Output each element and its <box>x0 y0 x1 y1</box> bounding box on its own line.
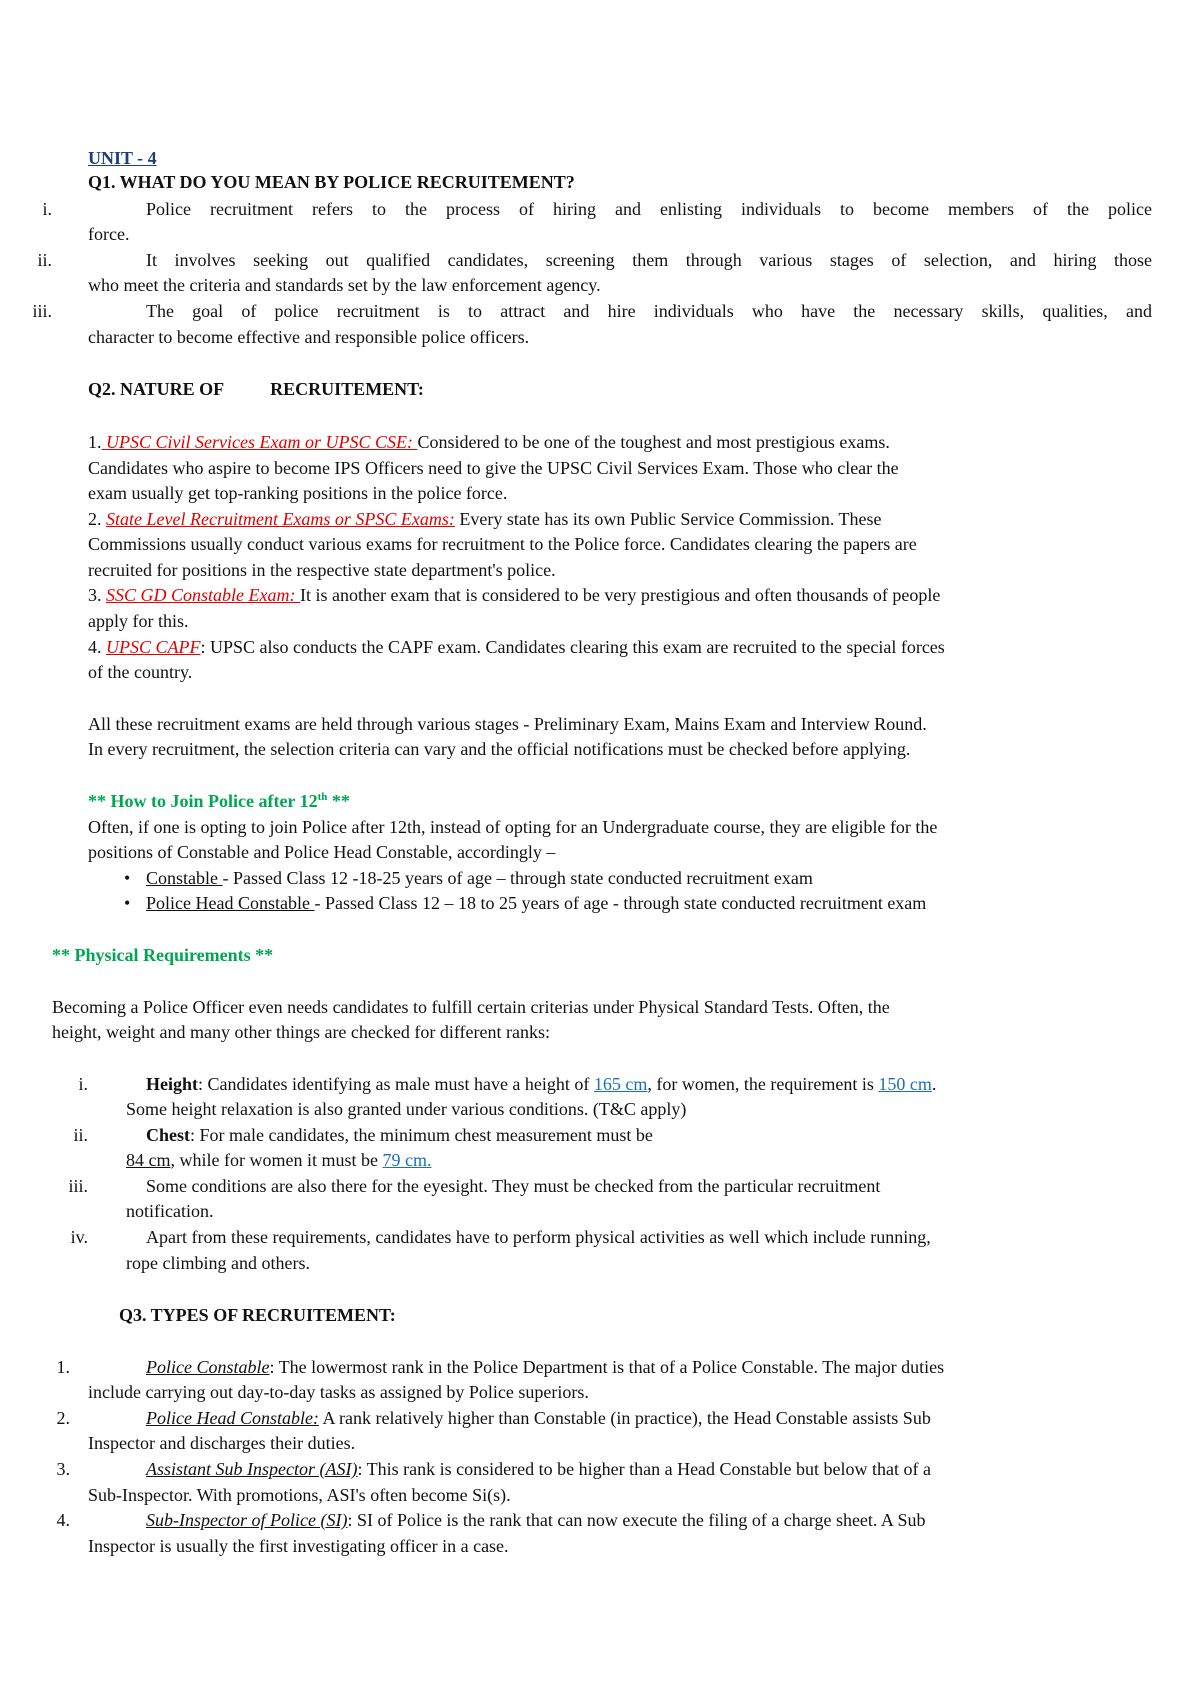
q3-item-2-term: Police Head Constable: <box>146 1408 319 1428</box>
q3-item-2-number: 2. <box>56 1408 70 1428</box>
q2-item-1-line3: exam usually get top-ranking positions in the police force. <box>88 483 508 503</box>
q2-item-4-number: 4. <box>88 637 102 657</box>
q1-item-1-text: Police recruitment refers to the process of hiring and enlisting individuals to become members of the police <box>146 199 1152 219</box>
eyesight-text: Some conditions are also there for the eyesight. They must be checked from the particular recruitment <box>146 1176 881 1196</box>
q2-item-3-line2: apply for this. <box>88 611 189 631</box>
q3-item-1-text: : The lowermost rank in the Police Department is that of a Police Constable. The major duties <box>269 1357 945 1377</box>
q1-item-3-text-cont: character to become effective and responsible police officers. <box>88 327 530 347</box>
unit-heading: UNIT - 4 <box>88 148 157 168</box>
height-text-3: . <box>931 1074 937 1094</box>
q3-item-3-text: : This rank is considered to be higher than a Head Constable but below that of a <box>357 1459 932 1479</box>
q3-item-3 <box>146 1457 931 1481</box>
q3-item-1-number: 1. <box>56 1357 70 1377</box>
q2-item-1 <box>88 430 890 454</box>
join-text-line2: positions of Constable and Police Head Constable, accordingly – <box>88 842 556 862</box>
physical-intro-line1: Becoming a Police Officer even needs candidates to fulfill certain criterias under Physical Standard Tests. Often, the <box>52 997 890 1017</box>
q2-summary-line1: All these recruitment exams are held through various stages - Preliminary Exam, Mains Exam and Interview Round. <box>88 714 927 734</box>
q3-item-1 <box>146 1355 944 1379</box>
join-heading-end: ** <box>327 791 350 811</box>
q2-item-3 <box>88 583 940 607</box>
join-bullet-1-term: Constable <box>146 868 223 888</box>
q3-title: Q3. TYPES OF RECRUITEMENT: <box>119 1305 396 1325</box>
q2-item-2-text: Every state has its own Public Service Commission. These <box>454 509 882 529</box>
q2-title <box>88 377 424 401</box>
height-female-link[interactable]: 150 cm <box>878 1074 932 1094</box>
q1-title: Q1. WHAT DO YOU MEAN BY POLICE RECRUITEMENT? <box>88 172 575 192</box>
q3-item-4-term: Sub-Inspector of Police (SI) <box>146 1510 348 1530</box>
q3-item-4-number: 4. <box>56 1510 70 1530</box>
q3-item-4-text: : SI of Police is the rank that can now execute the filing of a charge sheet. A Sub <box>347 1510 926 1530</box>
q3-item-2-line2: Inspector and discharges their duties. <box>88 1433 356 1453</box>
height-text: : Candidates identifying as male must have a height of <box>198 1074 594 1094</box>
bullet-icon: • <box>124 868 131 888</box>
q2-item-4-line2: of the country. <box>88 662 193 682</box>
q2-item-2-number: 2. <box>88 509 102 529</box>
q2-title-part-a: Q2. NATURE OF <box>88 379 225 399</box>
chest-number: ii. <box>73 1125 88 1145</box>
join-heading-sup: th <box>317 791 328 803</box>
join-heading <box>88 789 350 813</box>
q2-item-2-term: State Level Recruitment Exams or SPSC Exams: <box>106 509 455 529</box>
join-heading-text: ** How to Join Police after 12 <box>88 791 318 811</box>
chest-text-2: , while for women it must be <box>170 1150 383 1170</box>
height-label: Height <box>146 1074 198 1094</box>
q3-item-4-line2: Inspector is usually the first investigating officer in a case. <box>88 1536 509 1556</box>
q2-item-1-text: Considered to be one of the toughest and most prestigious exams. <box>417 432 890 452</box>
q2-item-4-term: UPSC CAPF <box>106 637 201 657</box>
q3-item-3-number: 3. <box>56 1459 70 1479</box>
join-bullet-2 <box>146 891 926 915</box>
chest-female-link[interactable]: 79 cm. <box>382 1150 432 1170</box>
q2-title-part-b: RECRUITEMENT: <box>270 379 424 399</box>
activities-text: Apart from these requirements, candidates have to perform physical activities as well which include running, <box>146 1227 931 1247</box>
bullet-icon: • <box>124 893 131 913</box>
chest-text: : For male candidates, the minimum chest measurement must be <box>190 1125 653 1145</box>
eyesight-number: iii. <box>68 1176 88 1196</box>
q3-item-2-text: A rank relatively higher than Constable (in practice), the Head Constable assists Sub <box>318 1408 931 1428</box>
q1-item-1-number: i. <box>42 199 52 219</box>
q3-item-3-line2: Sub-Inspector. With promotions, ASI's often become Si(s). <box>88 1485 511 1505</box>
q2-item-3-term: SSC GD Constable Exam: <box>106 585 300 605</box>
join-bullet-2-term: Police Head Constable <box>146 893 315 913</box>
q2-item-2-line2: Commissions usually conduct various exams for recruitment to the Police force. Candidates clearing the papers are <box>88 534 917 554</box>
q2-item-2 <box>88 507 882 531</box>
q2-item-3-number: 3. <box>88 585 102 605</box>
height-male-link[interactable]: 165 cm <box>593 1074 648 1094</box>
q3-item-3-term: Assistant Sub Inspector (ASI) <box>146 1459 358 1479</box>
chest-item-line2 <box>126 1148 431 1172</box>
join-bullet-1-text: - Passed Class 12 -18-25 years of age – through state conducted recruitment exam <box>222 868 813 888</box>
chest-item <box>146 1123 653 1147</box>
join-bullet-1 <box>146 866 813 890</box>
eyesight-text-line2: notification. <box>126 1201 214 1221</box>
q3-item-4 <box>146 1508 925 1532</box>
height-item <box>146 1072 936 1096</box>
q2-item-3-text: It is another exam that is considered to be very prestigious and often thousands of people <box>299 585 941 605</box>
q2-item-4-text: : UPSC also conducts the CAPF exam. Candidates clearing this exam are recruited to the special forces <box>200 637 945 657</box>
q1-item-2-text-cont: who meet the criteria and standards set by the law enforcement agency. <box>88 275 601 295</box>
chest-male-value: 84 cm <box>126 1150 171 1170</box>
activities-text-line2: rope climbing and others. <box>126 1253 310 1273</box>
q1-item-2-number: ii. <box>37 250 52 270</box>
q3-item-1-term: Police Constable <box>146 1357 270 1377</box>
q2-item-2-line3: recruited for positions in the respective state department's police. <box>88 560 556 580</box>
q2-item-1-line2: Candidates who aspire to become IPS Officers need to give the UPSC Civil Services Exam. Those who clear the <box>88 458 899 478</box>
q2-item-1-term: UPSC Civil Services Exam or UPSC CSE: <box>101 432 418 452</box>
q1-item-1-text-cont: force. <box>88 224 130 244</box>
height-item-line2: Some height relaxation is also granted under various conditions. (T&C apply) <box>126 1099 687 1119</box>
height-text-2: , for women, the requirement is <box>647 1074 879 1094</box>
join-bullet-2-text: - Passed Class 12 – 18 to 25 years of age - through state conducted recruitment exam <box>314 893 927 913</box>
physical-heading: ** Physical Requirements ** <box>52 945 274 965</box>
q3-item-1-line2: include carrying out day-to-day tasks as assigned by Police superiors. <box>88 1382 589 1402</box>
activities-number: iv. <box>70 1227 88 1247</box>
q3-item-2 <box>146 1406 931 1430</box>
height-number: i. <box>78 1074 88 1094</box>
q2-summary-line2: In every recruitment, the selection criteria can vary and the official notifications must be checked before applying. <box>88 739 911 759</box>
physical-intro-line2: height, weight and many other things are checked for different ranks: <box>52 1022 550 1042</box>
q2-item-1-number: 1. <box>88 432 102 452</box>
chest-label: Chest <box>146 1125 190 1145</box>
q2-item-4 <box>88 635 945 659</box>
q1-item-3-number: iii. <box>32 301 52 321</box>
q1-item-2-text: It involves seeking out qualified candidates, screening them through various stages of selection, and hiring those <box>146 250 1152 270</box>
join-text-line1: Often, if one is opting to join Police after 12th, instead of opting for an Undergraduate course, they are eligible for the <box>88 817 938 837</box>
q1-item-3-text: The goal of police recruitment is to attract and hire individuals who have the necessary skills, qualities, and <box>146 301 1152 321</box>
